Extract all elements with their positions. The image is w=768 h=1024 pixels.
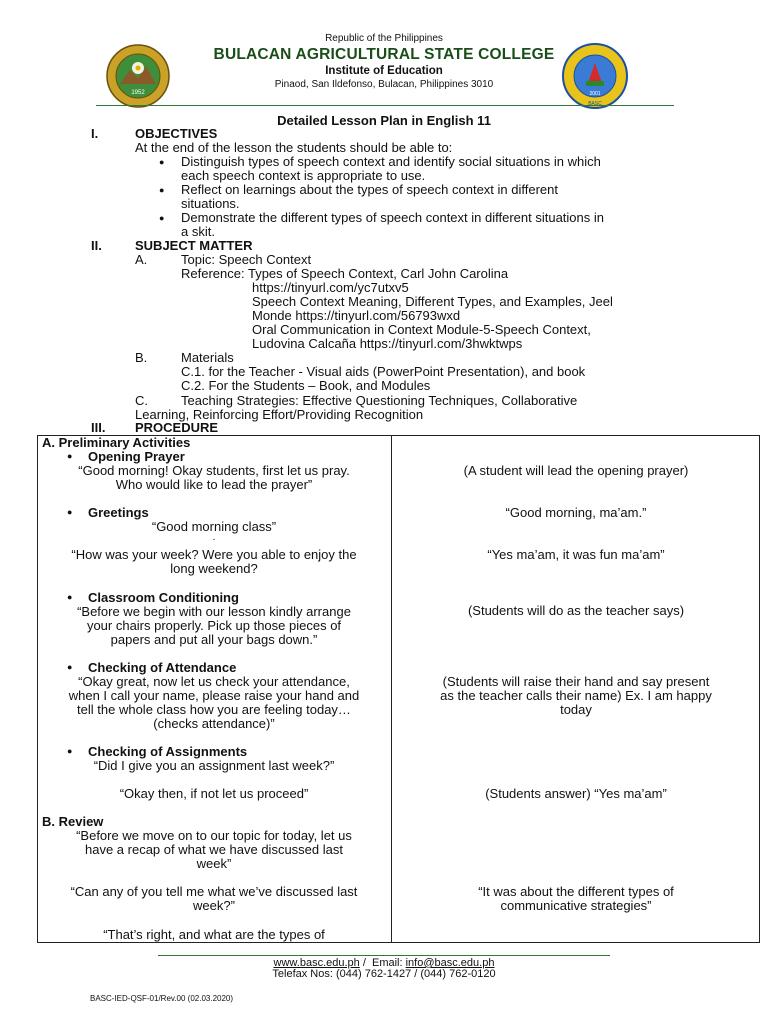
subject-number: II. <box>91 238 102 253</box>
teacher-line: long weekend? <box>170 561 258 576</box>
teacher-line: “Okay then, if not let us proceed” <box>119 786 309 801</box>
checking-attendance-heading: Checking of Attendance <box>88 660 237 675</box>
procedure-heading: PROCEDURE <box>135 420 219 435</box>
teacher-line: papers and put all your bags down.” <box>110 632 318 647</box>
college-address: Pinaod, San Ildefonso, Bulacan, Philippines 3010 <box>274 79 494 90</box>
teacher-line: “Before we move on to our topic for today, let us <box>76 828 352 843</box>
bullet-icon: ● <box>67 662 73 672</box>
website-link[interactable]: www.basc.edu.ph <box>273 957 360 969</box>
svg-text:BASC: BASC <box>588 101 602 107</box>
teacher-line: have a recap of what we have discussed last <box>85 842 343 857</box>
svg-text:2001: 2001 <box>589 91 601 97</box>
reference-link-2[interactable]: Monde https://tinyurl.com/56793wxd <box>252 308 461 323</box>
email-link[interactable]: info@basc.edu.ph <box>405 957 495 969</box>
teacher-line: . <box>212 532 216 543</box>
footer-telefax: Telefax Nos: (044) 762-1427 / (044) 762-0120 <box>272 968 496 980</box>
subject-heading: SUBJECT MATTER <box>135 238 253 253</box>
bullet-icon: ● <box>67 451 73 461</box>
reference-3: Oral Communication in Context Module-5-Speech Context, <box>252 322 591 337</box>
teacher-line: week?” <box>193 898 235 913</box>
document-title: Detailed Lesson Plan in English 11 <box>277 113 491 128</box>
student-response: “Good morning, ma’am.” <box>505 505 647 520</box>
college-name: BULACAN AGRICULTURAL STATE COLLEGE <box>213 46 555 63</box>
subject-b-label: B. <box>135 350 148 365</box>
header-divider <box>96 105 674 106</box>
classroom-conditioning-heading: Classroom Conditioning <box>88 590 239 605</box>
student-response: (A student will lead the opening prayer) <box>463 463 689 478</box>
bullet-icon: ● <box>67 507 73 517</box>
materials-teacher: C.1. for the Teacher - Visual aids (PowerPoint Presentation), and book <box>181 364 586 379</box>
subject-topic: Topic: Speech Context <box>181 252 312 267</box>
teacher-line: “That’s right, and what are the types of <box>103 927 325 942</box>
greetings-heading: Greetings <box>88 505 149 520</box>
procedure-number: III. <box>91 420 106 435</box>
reference-link-3[interactable]: Ludovina Calcaña https://tinyurl.com/3hwktwps <box>252 336 523 351</box>
subject-a-label: A. <box>135 252 148 267</box>
document-code: BASC-IED-QSF-01/Rev.00 (02.03.2020) <box>90 994 234 1003</box>
objective-1-line-1: ● Distinguish types of speech context and identify social situations in which <box>181 155 601 169</box>
republic-text: Republic of the Philippines <box>325 33 443 44</box>
teacher-line: tell the whole class how you are feeling today… <box>77 702 351 717</box>
objectives-number: I. <box>91 126 99 141</box>
teacher-line: “Did I give you an assignment last week?” <box>93 758 335 773</box>
svg-text:1952: 1952 <box>131 90 145 96</box>
objectives-intro: At the end of the lesson the students should be able to: <box>135 140 453 155</box>
review-heading: B. Review <box>42 814 104 829</box>
objectives-heading: OBJECTIVES <box>135 126 218 141</box>
teaching-strategies-1: Teaching Strategies: Effective Questioning Techniques, Collaborative <box>181 393 578 408</box>
objective-3-line-2: a skit. <box>181 224 215 239</box>
teacher-line: “Good morning! Okay students, first let us pray. <box>78 463 350 478</box>
bullet-icon: ● <box>67 592 73 602</box>
teacher-line: “Okay great, now let us check your attendance, <box>78 674 350 689</box>
reference-2: Speech Context Meaning, Different Types, and Examples, Jeel <box>252 294 613 309</box>
reference-1: Reference: Types of Speech Context, Carl John Carolina <box>181 266 509 281</box>
student-response: “Yes ma’am, it was fun ma’am” <box>487 547 665 562</box>
objective-2-line-2: situations. <box>181 196 240 211</box>
student-response: “It was about the different types of <box>478 884 674 899</box>
student-response: (Students answer) “Yes ma’am” <box>485 786 667 801</box>
teacher-line: “Before we begin with our lesson kindly arrange <box>77 604 351 619</box>
bullet-icon: ● <box>67 746 73 756</box>
reference-link-1[interactable]: https://tinyurl.com/yc7utxv5 <box>252 280 409 295</box>
email-separator: / Email: <box>359 957 406 969</box>
teacher-line: “Good morning class” <box>151 519 277 534</box>
footer-divider <box>158 955 610 956</box>
materials-students: C.2. For the Students – Book, and Modules <box>181 378 431 393</box>
teacher-line: (checks attendance)” <box>153 716 275 731</box>
institute-name: Institute of Education <box>325 65 443 77</box>
student-response: (Students will do as the teacher says) <box>467 603 685 618</box>
student-response: communicative strategies” <box>500 898 652 913</box>
opening-prayer-heading: Opening Prayer <box>88 449 185 464</box>
teacher-line: your chairs properly. Pick up those pieces of <box>86 618 342 633</box>
teacher-line: Who would like to lead the prayer” <box>115 477 313 492</box>
teacher-line: “How was your week? Were you able to enjoy the <box>71 547 357 562</box>
student-response: (Students will raise their hand and say present <box>442 674 710 689</box>
teacher-line: “Can any of you tell me what we’ve discussed last <box>70 884 358 899</box>
student-response: today <box>560 702 592 717</box>
preliminary-activities-heading: A. Preliminary Activities <box>42 435 191 450</box>
materials-heading: Materials <box>181 350 234 365</box>
teacher-line: when I call your name, please raise your hand and <box>68 688 360 703</box>
student-response: as the teacher calls their name) Ex. I am happy <box>440 688 712 703</box>
objective-3-line-1: ● Demonstrate the different types of speech context in different situations in <box>181 211 604 225</box>
subject-c-label: C. <box>135 393 148 408</box>
checking-assignments-heading: Checking of Assignments <box>88 744 248 759</box>
teacher-line: week” <box>196 856 232 871</box>
objective-1-line-2: each speech context is appropriate to use. <box>181 168 426 183</box>
objective-2-line-1: ● Reflect on learnings about the types of speech context in different <box>181 183 558 197</box>
teaching-strategies-2: Learning, Reinforcing Effort/Providing Recognition <box>135 407 424 422</box>
